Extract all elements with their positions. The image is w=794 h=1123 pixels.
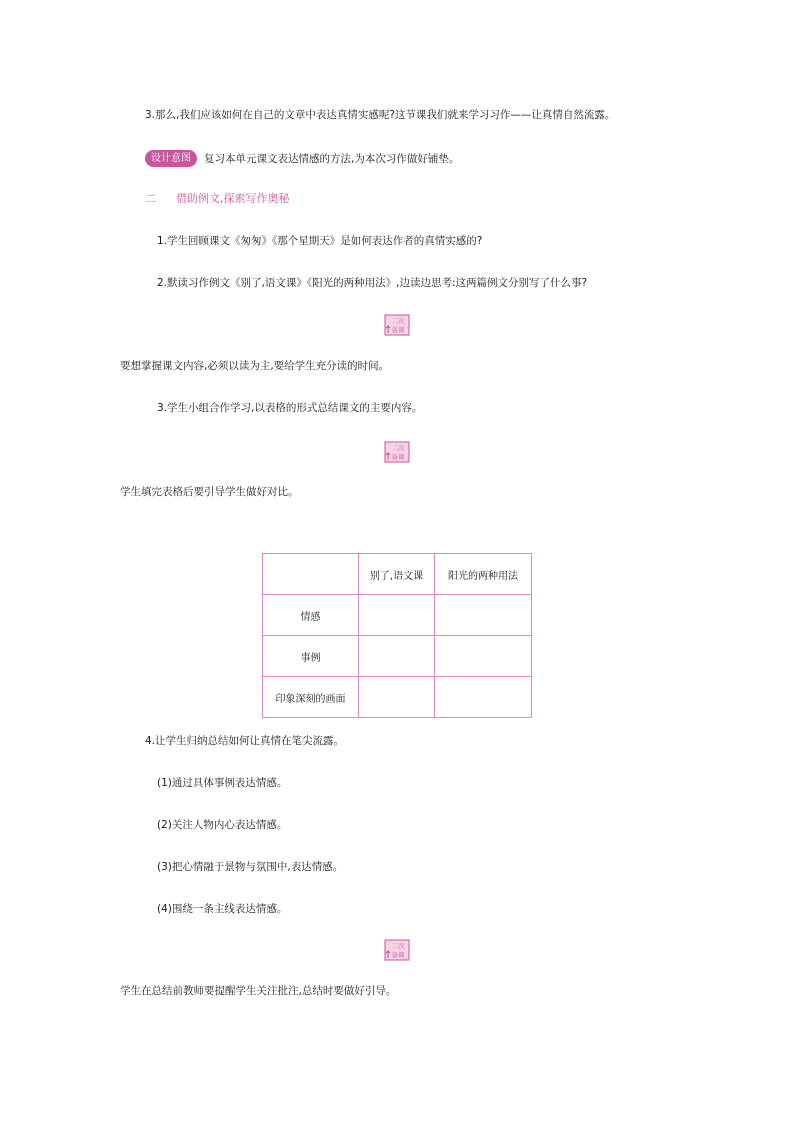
- question-4: 4.让学生归纳总结如何让真情在笔尖流露。: [145, 735, 345, 747]
- question-2: 2.默读习作例文《别了,语文课》《阳光的两种用法》,边读边思考:这两篇例文分别写了什么事?: [157, 277, 588, 289]
- table-row-label: 事例: [263, 636, 359, 677]
- badge-top-label: 二次: [391, 444, 405, 452]
- table-cell: [359, 636, 435, 677]
- point-1: (1)通过具体事例表达情感。: [157, 777, 288, 789]
- design-intent-text: 复习本单元课文表达情感的方法,为本次习作做好铺垫。: [204, 153, 460, 165]
- table-cell: [435, 595, 532, 636]
- note-3: 学生在总结前教师要提醒学生关注批注,总结时要做好引导。: [120, 985, 397, 997]
- question-1: 1.学生回顾课文《匆匆》《那个星期天》是如何表达作者的真情实感的?: [157, 235, 483, 247]
- table-row-label: 印象深刻的画面: [263, 677, 359, 718]
- badge-top-label: 二次: [391, 942, 405, 950]
- second-prep-badge-icon: [384, 314, 410, 336]
- table-cell: [359, 595, 435, 636]
- second-prep-badge-icon: [384, 939, 410, 961]
- table-cell: [435, 636, 532, 677]
- table-header-row: [263, 554, 532, 595]
- table-row: [263, 677, 532, 718]
- badge-bottom-label: 备课: [391, 453, 405, 461]
- table-cell: [359, 677, 435, 718]
- table-row: [263, 636, 532, 677]
- paragraph-1: 3.那么,我们应该如何在自己的文章中表达真情实感呢?这节课我们就来学习习作——让真情自然流露。: [145, 109, 616, 121]
- comparison-table: [262, 553, 532, 718]
- badge-top-label: 二次: [391, 317, 405, 325]
- question-3: 3.学生小组合作学习,以表格的形式总结课文的主要内容。: [157, 402, 423, 414]
- badge-bottom-label: 备课: [391, 951, 405, 959]
- second-prep-badge-icon: [384, 441, 410, 463]
- section-heading: 借助例文,探索写作奥秘: [176, 192, 290, 205]
- point-2: (2)关注人物内心表达情感。: [157, 819, 288, 831]
- point-4: (4)围绕一条主线表达情感。: [157, 903, 288, 915]
- note-2: 学生填完表格后要引导学生做好对比。: [120, 486, 299, 498]
- table-header-cell: 阳光的两种用法: [435, 554, 532, 595]
- badge-bottom-label: 备课: [391, 326, 405, 334]
- table-row: [263, 595, 532, 636]
- table-cell: [435, 677, 532, 718]
- point-3: (3)把心情融于景物与氛围中,表达情感。: [157, 861, 344, 873]
- note-1: 要想掌握课文内容,必须以读为主,要给学生充分读的时间。: [120, 360, 390, 372]
- design-intent-tag: 设计意图: [145, 150, 197, 167]
- section-heading-number: 二: [145, 192, 156, 205]
- table-row-label: 情感: [263, 595, 359, 636]
- table-cell: [263, 554, 359, 595]
- table-header-cell: 别了,语文课: [359, 554, 435, 595]
